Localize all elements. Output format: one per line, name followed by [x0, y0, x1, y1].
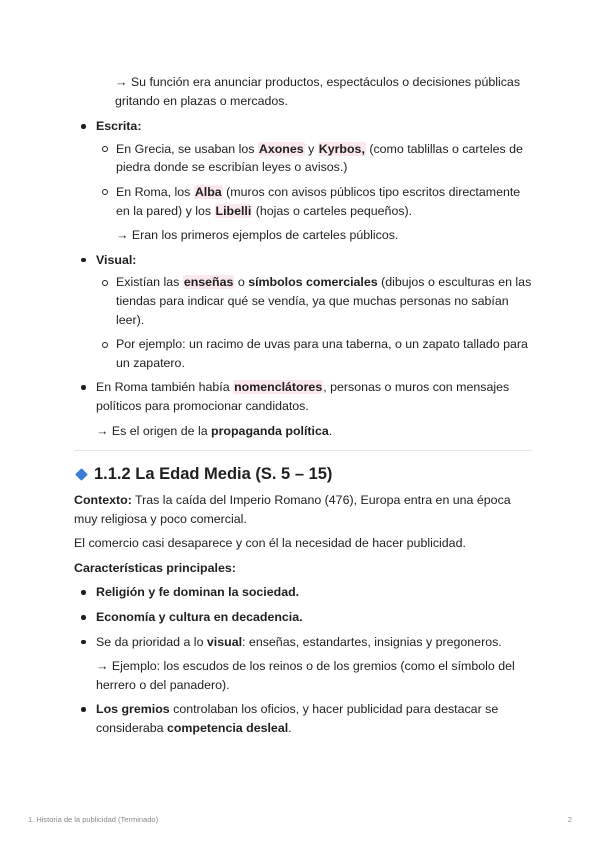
escrita-label: Escrita: [96, 119, 142, 134]
list-item-greece [96, 140, 532, 177]
economia-text: Economía y cultura en decadencia. [96, 610, 303, 625]
section-title: 1.1.2 La Edad Media (S. 5 – 15) [94, 465, 333, 484]
context-paragraph [74, 491, 532, 528]
gremios-example-text: Ejemplo: los escudos de los reinos o de los gremios (como el símbolo del herrero o del panadero). [96, 659, 515, 692]
rome-text-2: (muros con avisos públicos tipo escritos directamente en la pared) y los [116, 184, 521, 218]
highlight-alba: Alba [194, 184, 222, 199]
visual-priority-text: Se da prioridad a lo [96, 634, 207, 649]
visual-priority-text-2: : enseñas, estandartes, insignias y pregoneros. [242, 634, 502, 649]
gremios-example-note [96, 657, 532, 694]
roma-note-text: Es el origen de la [111, 423, 212, 438]
context-label: Contexto: [74, 493, 132, 508]
bold-competencia: competencia desleal [166, 721, 289, 736]
characteristics-label: Características principales: [74, 560, 236, 575]
roma-text: En Roma también había [96, 380, 234, 395]
arrow-icon: → [96, 659, 109, 674]
highlight-nomenclatores: nomenclátores [234, 380, 323, 395]
greece-text: En Grecia, se usaban los [116, 141, 258, 156]
page-number: 2 [567, 815, 572, 824]
list-item-economia [74, 608, 532, 627]
intro-text: Su función era anunciar productos, espectáculos o decisiones públicas gritando en plazas o mercados. [115, 75, 521, 108]
escrita-sublist [96, 140, 532, 220]
list-item-ensenas [96, 273, 532, 329]
bold-simbolos: símbolos comerciales [248, 275, 378, 290]
section-heading [74, 463, 532, 485]
bold-visual: visual [206, 634, 243, 649]
gremios-text-2: . [288, 721, 292, 736]
highlight-kyrbos: Kyrbos, [318, 141, 365, 156]
page-footer [28, 811, 572, 830]
list-item-escrita [74, 117, 532, 245]
page-content [74, 73, 532, 738]
list-item-roma [74, 378, 532, 440]
list-item-gremios [74, 700, 532, 737]
characteristics-list [74, 583, 532, 737]
bold-propaganda: propaganda política [211, 423, 329, 438]
section-divider [74, 450, 532, 451]
list-item-visual-priority [74, 633, 532, 695]
arrow-icon: → [96, 423, 109, 438]
ensenas-text: Existían las [116, 275, 183, 290]
escrita-note-text: Eran los primeros ejemplos de carteles públicos. [131, 228, 399, 243]
bold-gremios: Los gremios [96, 702, 170, 717]
arrow-icon: → [116, 228, 129, 243]
visual-sublist [96, 273, 532, 372]
escrita-note [96, 226, 532, 245]
roma-note-text-2: . [328, 423, 333, 438]
list-item-visual [74, 251, 532, 373]
roma-note [96, 422, 532, 441]
roma-text-2: , personas o muros con mensajes políticos para promocionar candidatos. [96, 380, 510, 413]
list-item-example [96, 335, 532, 372]
arrow-icon: → [115, 75, 128, 89]
roma-paragraph [96, 378, 532, 415]
footer-title: 1. Historia de la publicidad (Terminado) [28, 815, 159, 824]
rome-text: En Roma, los [116, 184, 194, 199]
visual-priority-paragraph [96, 633, 532, 652]
commerce-paragraph: El comercio casi desaparece y con él la necesidad de hacer publicidad. [74, 536, 466, 551]
blue-diamond-icon [75, 468, 88, 481]
ensenas-text-2: o [234, 275, 249, 290]
greece-text-2: y [304, 141, 318, 156]
visual-label: Visual: [96, 252, 137, 267]
context-text: Tras la caída del Imperio Romano (476), Europa entra en una época muy religiosa y poco comercial. [74, 493, 511, 526]
highlight-libelli: Libelli [215, 203, 252, 218]
list-item-religion [74, 583, 532, 602]
religion-text: Religión y fe dominan la sociedad. [96, 585, 300, 600]
rome-text-3: (hojas o carteles pequeños). [252, 203, 413, 218]
highlight-axones: Axones [258, 141, 304, 156]
characteristics-heading [74, 559, 532, 578]
highlight-ensenas: enseñas [183, 275, 234, 290]
ancient-list [74, 117, 532, 440]
example-text: Por ejemplo: un racimo de uvas para una taberna, o un zapato tallado para un zapatero. [116, 337, 528, 370]
intro-note [74, 73, 532, 110]
list-item-rome [96, 183, 532, 220]
ensenas-text-3: (dibujos o esculturas en las tiendas para indicar qué se vendía, ya que muchas personas no sabían leer). [116, 275, 532, 327]
greece-text-3: (como tablillas o carteles de piedra donde se escribían leyes o avisos.) [116, 141, 523, 175]
gremios-text: controlaban los oficios, y hacer publicidad para destacar se consideraba [96, 702, 499, 736]
